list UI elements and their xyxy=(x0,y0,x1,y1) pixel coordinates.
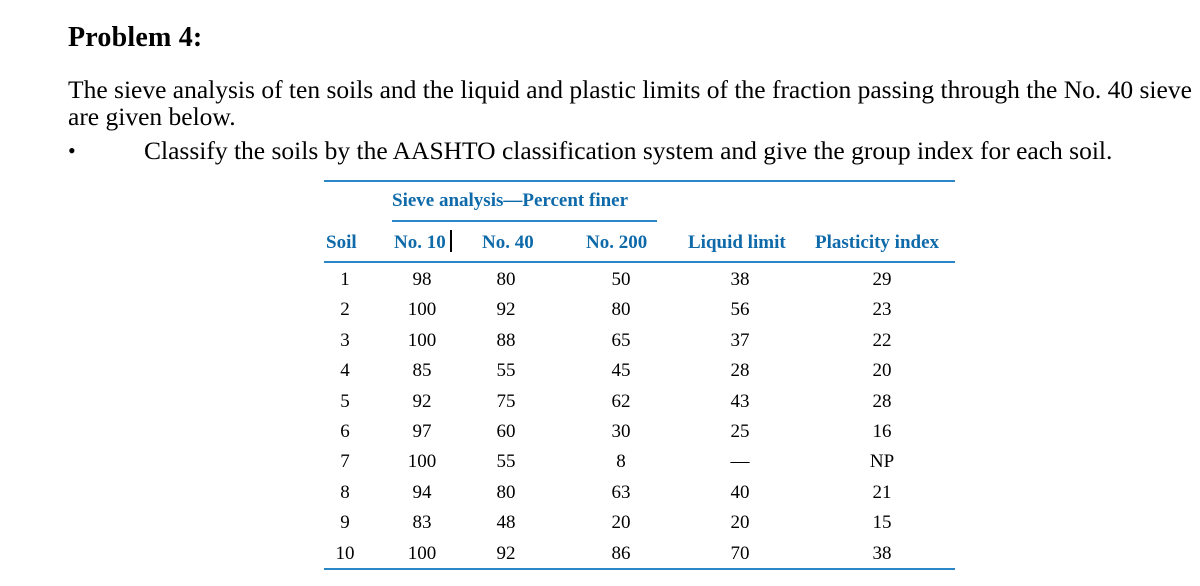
cell-liquid-limit: 38 xyxy=(730,269,750,290)
cell-plasticity-index: 29 xyxy=(872,269,892,290)
cell-plasticity-index: 21 xyxy=(872,481,892,503)
cell-soil: 2 xyxy=(340,299,350,321)
cell-liquid-limit: 56 xyxy=(730,299,750,321)
cell-liquid-limit: 20 xyxy=(730,512,750,534)
cell-no40: 92 xyxy=(496,542,516,564)
column-header-no40: No. 40 xyxy=(482,232,534,253)
text-cursor xyxy=(450,230,452,252)
cell-liquid-limit: 43 xyxy=(730,390,750,412)
cell-soil: 7 xyxy=(340,451,350,473)
cell-no10: 98 xyxy=(412,269,432,290)
cell-no40: 60 xyxy=(496,421,516,442)
cell-no40: 55 xyxy=(496,451,516,473)
table-top-rule xyxy=(324,180,955,182)
group-header-rule xyxy=(392,220,657,222)
cell-no40: 55 xyxy=(496,360,516,382)
cell-no200: 30 xyxy=(611,421,631,442)
header-bottom-rule xyxy=(324,261,955,263)
cell-liquid-limit: 25 xyxy=(730,421,750,442)
column-header-no10: No. 10 xyxy=(394,232,446,253)
cell-no10: 94 xyxy=(412,481,432,503)
cell-soil: 1 xyxy=(340,269,350,290)
cell-soil: 9 xyxy=(340,512,350,534)
cell-plasticity-index: 20 xyxy=(872,360,892,382)
cell-no10: 85 xyxy=(412,360,432,382)
cell-liquid-limit: 28 xyxy=(730,360,750,382)
column-header-soil: Soil xyxy=(326,232,357,253)
cell-no200: 8 xyxy=(616,451,626,473)
cell-liquid-limit: 37 xyxy=(730,329,750,351)
cell-soil: 5 xyxy=(340,390,350,412)
column-header-plasticity-index: Plasticity index xyxy=(815,232,940,253)
cell-plasticity-index: 22 xyxy=(872,329,892,351)
cell-no10: 100 xyxy=(407,542,437,564)
cell-no200: 86 xyxy=(611,542,631,564)
task-text: Classify the soils by the AASHTO classification system and give the group index for each soil. xyxy=(144,136,1113,165)
cell-no40: 92 xyxy=(496,299,516,321)
cell-soil: 8 xyxy=(340,481,350,503)
cell-plasticity-index: 16 xyxy=(872,421,892,442)
cell-plasticity-index: NP xyxy=(869,451,895,473)
cell-no40: 48 xyxy=(496,512,516,534)
cell-plasticity-index: 28 xyxy=(872,390,892,412)
cell-plasticity-index: 15 xyxy=(872,512,892,534)
cell-liquid-limit: 40 xyxy=(730,481,750,503)
cell-no200: 65 xyxy=(611,329,631,351)
problem-heading: Problem 4: xyxy=(68,22,203,53)
cell-no200: 45 xyxy=(611,360,631,382)
cell-no200: 20 xyxy=(611,512,631,534)
cell-soil: 10 xyxy=(335,542,355,564)
group-header: Sieve analysis—Percent finer xyxy=(392,190,629,211)
cell-no200: 63 xyxy=(611,481,631,503)
cell-no40: 80 xyxy=(496,481,516,503)
cell-no40: 88 xyxy=(496,329,516,351)
problem-intro-text: The sieve analysis of ten soils and the liquid and plastic limits of the fraction passing through the No. 40 sieve are given below. xyxy=(68,75,1192,131)
table-bottom-rule xyxy=(324,568,955,570)
cell-no40: 75 xyxy=(496,390,516,412)
cell-plasticity-index: 38 xyxy=(872,542,892,564)
cell-no200: 50 xyxy=(611,269,631,290)
cell-no200: 80 xyxy=(611,299,631,321)
cell-plasticity-index: 23 xyxy=(872,299,892,321)
cell-soil: 3 xyxy=(340,329,350,351)
cell-liquid-limit: 70 xyxy=(730,542,750,564)
cell-no10: 100 xyxy=(407,451,437,473)
cell-no200: 62 xyxy=(611,390,631,412)
cell-no10: 100 xyxy=(407,299,437,321)
cell-liquid-limit: — xyxy=(730,451,750,473)
cell-no40: 80 xyxy=(496,269,516,290)
column-header-no200: No. 200 xyxy=(586,232,648,253)
cell-no10: 97 xyxy=(412,421,432,442)
cell-soil: 6 xyxy=(340,421,350,442)
cell-no10: 92 xyxy=(412,390,432,412)
bullet-icon: • xyxy=(68,138,76,163)
cell-no10: 83 xyxy=(412,512,432,534)
column-header-liquid-limit: Liquid limit xyxy=(688,232,786,253)
cell-no10: 100 xyxy=(407,329,437,351)
cell-soil: 4 xyxy=(340,360,350,382)
